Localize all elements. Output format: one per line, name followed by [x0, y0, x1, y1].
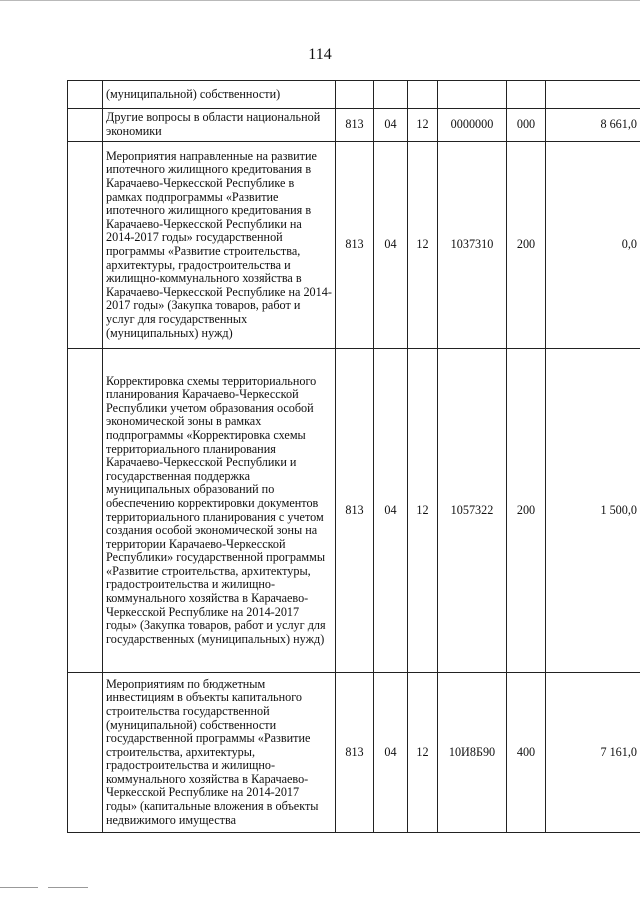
- csr-cell: 0000000: [438, 109, 507, 142]
- pr-cell: 12: [408, 142, 438, 349]
- sum-cell: 7 161,0: [546, 673, 640, 833]
- sum-cell: 8 661,0: [546, 109, 640, 142]
- vr-cell: 200: [507, 349, 546, 673]
- gr-cell: 813: [336, 142, 374, 349]
- sum-cell: 1 500,0: [546, 349, 640, 673]
- vr-cell: 200: [507, 142, 546, 349]
- scan-margin-mark: [48, 887, 88, 888]
- index-cell: [68, 142, 103, 349]
- csr-cell: [438, 81, 507, 109]
- pr-cell: 12: [408, 109, 438, 142]
- gr-cell: 813: [336, 349, 374, 673]
- description-cell: (муниципальной) собственности): [103, 81, 336, 109]
- description-cell: Корректировка схемы территориального планирования Карачаево-Черкесской Республики учетом образования особой экономической зоны в рамках подпрограммы «Корректировка схемы территориального планирования Карачаево-Черкесской Республики и государственная поддержка муниципальных образований по обеспечению корректировки документов территориального планирования с учетом создания особой экономической зоны на территории Карачаево-Черкесской Республики» государственной программы «Развитие строительства, архитектуры, градостроительства и жилищно-коммунального хозяйства в Карачаево-Черкесской Республике на 2014-2017 годы» (Закупка товаров, работ и услуг для государственных (муниципальных) нужд): [103, 349, 336, 673]
- table-row: [68, 349, 640, 673]
- vr-cell: 400: [507, 673, 546, 833]
- scan-margin-mark: [0, 887, 38, 888]
- gr-cell: 813: [336, 109, 374, 142]
- rz-cell: 04: [374, 349, 408, 673]
- pr-cell: [408, 81, 438, 109]
- rz-cell: [374, 81, 408, 109]
- sum-cell: [546, 81, 640, 109]
- csr-cell: 1037310: [438, 142, 507, 349]
- page-number: 114: [308, 46, 332, 63]
- index-cell: [68, 109, 103, 142]
- index-cell: [68, 81, 103, 109]
- budget-table: [67, 80, 640, 833]
- table-row: [68, 142, 640, 349]
- description-cell: Другие вопросы в области национальной экономики: [103, 109, 336, 142]
- scan-top-edge: [0, 0, 640, 11]
- csr-cell: 1057322: [438, 349, 507, 673]
- index-cell: [68, 673, 103, 833]
- vr-cell: 000: [507, 109, 546, 142]
- pr-cell: 12: [408, 349, 438, 673]
- rz-cell: 04: [374, 109, 408, 142]
- table-row: [68, 673, 640, 833]
- vr-cell: [507, 81, 546, 109]
- csr-cell: 10И8Б90: [438, 673, 507, 833]
- pr-cell: 12: [408, 673, 438, 833]
- gr-cell: [336, 81, 374, 109]
- table-row: [68, 109, 640, 142]
- rz-cell: 04: [374, 673, 408, 833]
- table-row: [68, 81, 640, 109]
- description-cell: Мероприятия направленные на развитие ипотечного жилищного кредитования в Карачаево-Черкесской Республике в рамках подпрограммы «Развитие ипотечного жилищного кредитования в Карачаево-Черкесской Республики на 2014-2017 годы» государственной программы «Развитие строительства, архитектуры, градостроительства и жилищно-коммунального хозяйства в Карачаево-Черкесской Республике на 2014-2017 годы» (Закупка товаров, работ и услуг для государственных (муниципальных) нужд): [103, 142, 336, 349]
- index-cell: [68, 349, 103, 673]
- gr-cell: 813: [336, 673, 374, 833]
- rz-cell: 04: [374, 142, 408, 349]
- sum-cell: 0,0: [546, 142, 640, 349]
- description-cell: Мероприятиям по бюджетным инвестициям в объекты капитального строительства государственной (муниципальной) собственности государственной программы «Развитие строительства, архитектуры, градостроительства и жилищно-коммунального хозяйства в Карачаево-Черкесской Республике на 2014-2017 годы» (капитальные вложения в объекты недвижимого имущества: [103, 673, 336, 833]
